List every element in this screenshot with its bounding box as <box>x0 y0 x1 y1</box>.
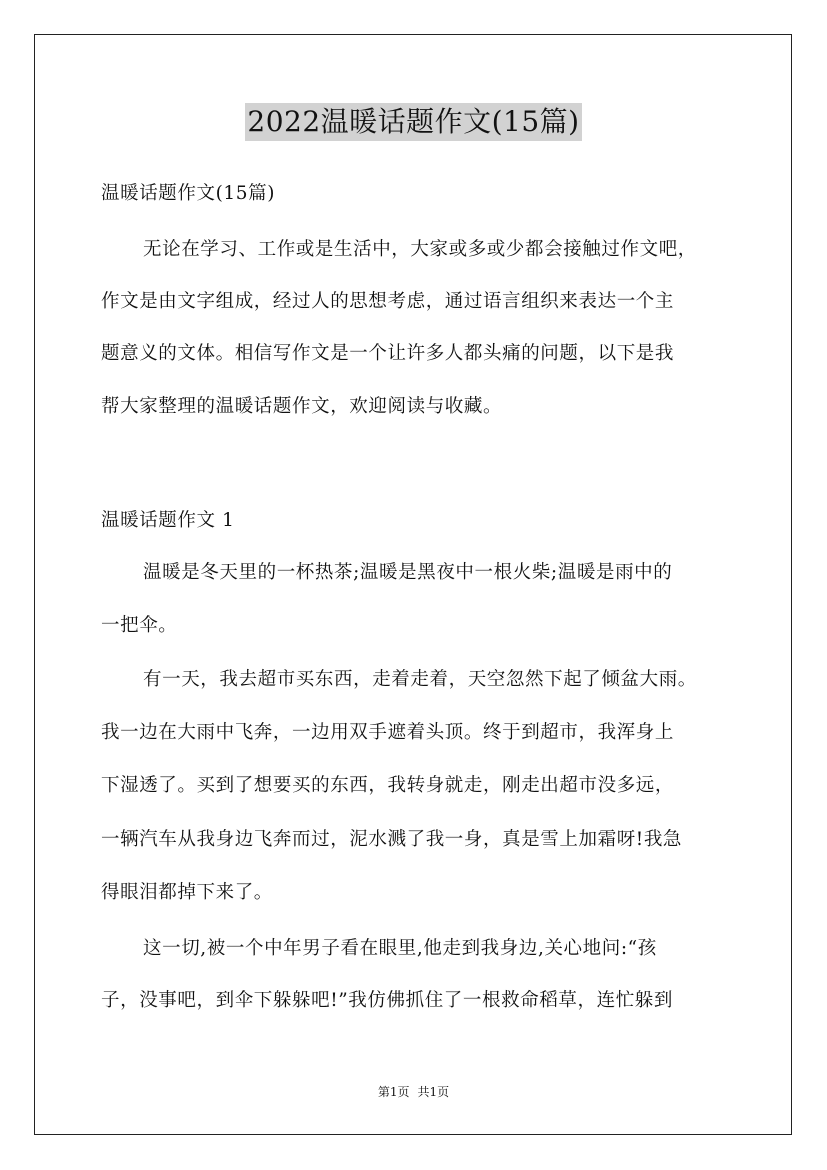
body-line: 下湿透了。买到了想要买的东西，我转身就走，刚走出超市没多远， <box>101 775 675 796</box>
document-title: 2022温暖话题作文(15篇) <box>245 103 581 141</box>
body-line: 得眼泪都掉下来了。 <box>101 882 273 903</box>
page-number: 第1页 <box>377 1085 410 1099</box>
body-line: 我一边在大雨中飞奔，一边用双手遮着头顶。终于到超市，我浑身上 <box>101 722 675 743</box>
intro-line: 作文是由文字组成，经过人的思想考虑，通过语言组织来表达一个主 <box>101 291 675 312</box>
body-line: 有一天，我去超市买东西，走着走着，天空忽然下起了倾盆大雨。 <box>143 669 697 690</box>
body-line: 一把伞。 <box>101 615 178 636</box>
section-heading: 温暖话题作文 1 <box>101 510 235 531</box>
document-subtitle: 温暖话题作文(15篇) <box>101 183 276 204</box>
intro-line: 题意义的文体。相信写作文是一个让许多人都头痛的问题，以下是我 <box>101 343 675 364</box>
page-total: 共1页 <box>417 1085 450 1099</box>
body-line: 这一切,被一个中年男子看在眼里,他走到我身边,关心地问:“孩 <box>143 938 657 959</box>
intro-line: 无论在学习、工作或是生活中，大家或多或少都会接触过作文吧， <box>143 239 697 260</box>
page-footer <box>0 1084 827 1100</box>
body-line: 一辆汽车从我身边飞奔而过，泥水溅了我一身，真是雪上加霜呀!我急 <box>101 829 683 850</box>
intro-line: 帮大家整理的温暖话题作文，欢迎阅读与收藏。 <box>101 396 503 417</box>
body-line: 温暖是冬天里的一杯热茶;温暖是黑夜中一根火柴;温暖是雨中的 <box>143 562 673 583</box>
title-container <box>0 103 827 141</box>
body-line: 子，没事吧，到伞下躲躲吧!”我仿佛抓住了一根救命稻草，连忙躲到 <box>101 990 673 1011</box>
